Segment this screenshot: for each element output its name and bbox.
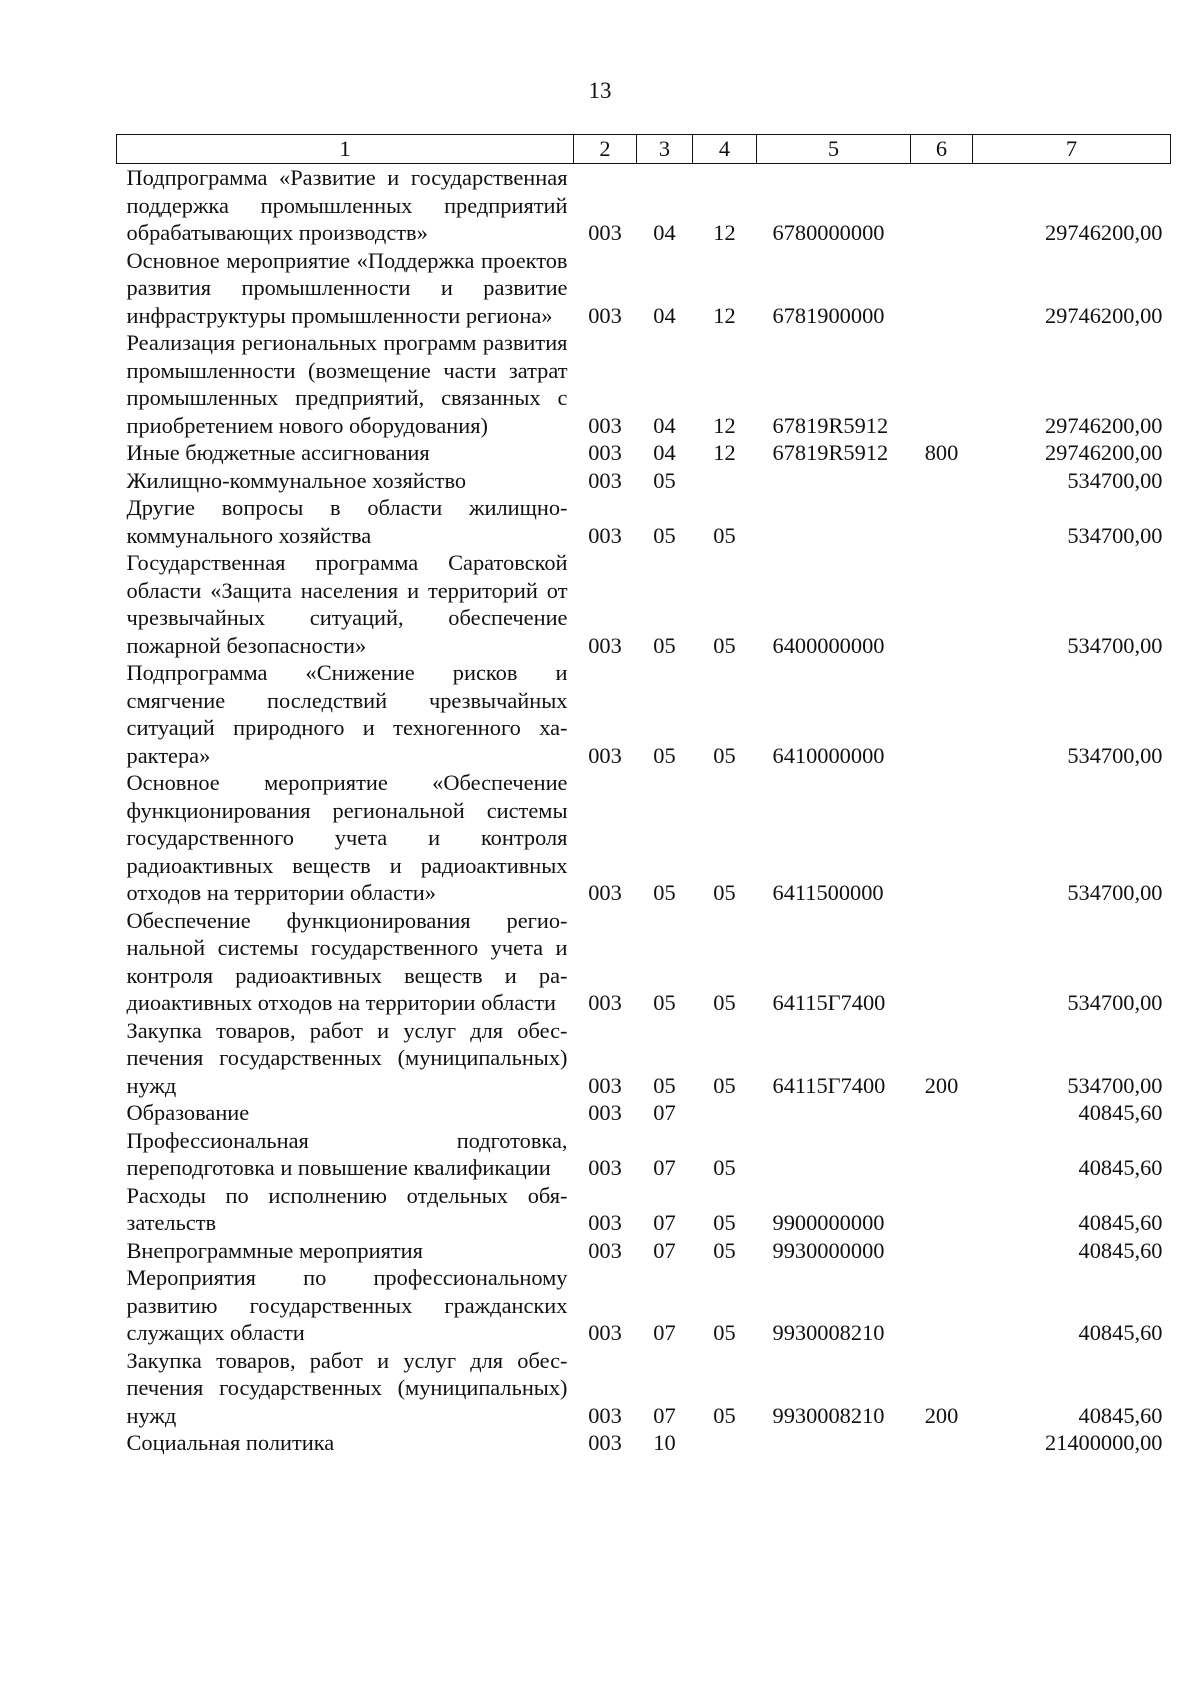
code-admin: 003	[588, 412, 622, 438]
code-expense-type	[911, 549, 973, 659]
table-row	[117, 1127, 1171, 1182]
item-name: Основное мероприятие «Обеспечение функционирования региональной системы государственного учета и контроля радиоактивных веществ и радиоактивных отходов на территории области»	[126, 770, 568, 905]
header-col-3: 3	[637, 135, 693, 164]
code-expense-type	[911, 769, 973, 907]
amount: 40845,60	[1078, 1237, 1163, 1263]
code-target-item: 64115Г7400	[772, 990, 886, 1015]
item-name: Подпрограмма «Развитие и государственная поддержка промышленных предприятий обрабатывающих производств»	[126, 165, 568, 245]
amount: 29746200,00	[1044, 440, 1163, 465]
table-row	[117, 769, 1171, 907]
table-row	[117, 467, 1171, 495]
table-row	[117, 1264, 1171, 1347]
code-target-item: 9930000000	[772, 1237, 885, 1263]
code-expense-type	[911, 659, 973, 769]
header-col-5: 5	[757, 135, 911, 164]
code-section: 04	[653, 440, 676, 465]
code-expense-type	[911, 1099, 973, 1127]
item-name: Внепрограммные мероприятия	[126, 1237, 423, 1263]
code-subsection: 05	[713, 1402, 736, 1428]
amount: 534700,00	[1067, 632, 1163, 658]
amount: 40845,60	[1078, 1100, 1163, 1125]
table-row	[117, 1347, 1171, 1430]
code-admin: 003	[588, 1100, 622, 1125]
header-col-2: 2	[574, 135, 637, 164]
item-name: Обеспечение функционирования региональной системы государственного учета и контроля радиоактивных веществ и радиоактивных отходов на территории области	[126, 907, 568, 1015]
code-section: 07	[653, 1402, 676, 1428]
code-subsection: 05	[713, 880, 736, 905]
item-name: Расходы по исполнению отдельных обязательств	[126, 1182, 568, 1235]
code-admin: 003	[588, 440, 622, 465]
code-target-item: 67819R5912	[772, 440, 889, 465]
code-expense-type	[911, 1182, 973, 1237]
amount: 534700,00	[1067, 742, 1163, 768]
amount: 29746200,00	[1044, 302, 1163, 328]
code-admin: 003	[588, 1237, 622, 1263]
code-subsection: 12	[713, 412, 736, 438]
code-section: 07	[653, 1237, 676, 1263]
code-target-item	[757, 494, 911, 549]
code-section: 05	[653, 742, 676, 768]
table-row	[117, 329, 1171, 439]
item-name: Социальная политика	[126, 1430, 335, 1455]
code-subsection	[693, 1429, 757, 1457]
code-target-item: 9930008210	[772, 1320, 885, 1345]
table-row	[117, 164, 1171, 247]
code-admin: 003	[588, 467, 622, 493]
table-row	[117, 1017, 1171, 1100]
code-subsection: 05	[713, 1155, 736, 1180]
code-target-item: 6410000000	[772, 742, 885, 768]
code-expense-type	[911, 1127, 973, 1182]
code-target-item	[757, 1099, 911, 1127]
code-section: 07	[653, 1155, 676, 1180]
amount: 534700,00	[1067, 1072, 1163, 1098]
code-admin: 003	[588, 1430, 622, 1455]
code-target-item	[757, 1429, 911, 1457]
table-row	[117, 1099, 1171, 1127]
item-name: Жилищно-коммунальное хозяйство	[126, 467, 467, 493]
header-col-4: 4	[693, 135, 757, 164]
code-section: 05	[653, 1072, 676, 1098]
code-admin: 003	[588, 1155, 622, 1180]
code-expense-type	[911, 247, 973, 330]
code-expense-type	[911, 1264, 973, 1347]
code-admin: 003	[588, 522, 622, 548]
item-name: Другие вопросы в области жилищно-коммунального хозяйства	[126, 495, 568, 548]
code-section: 05	[653, 990, 676, 1015]
code-target-item: 6400000000	[772, 632, 885, 658]
code-expense-type	[911, 467, 973, 495]
code-target-item	[757, 467, 911, 495]
code-subsection: 12	[713, 302, 736, 328]
table-row	[117, 439, 1171, 467]
code-section: 10	[653, 1430, 676, 1455]
item-name: Образование	[126, 1100, 250, 1125]
item-name: Основное мероприятие «Поддержка проектов развития промышленности и развитие инфраструктуры промышленности региона»	[126, 247, 568, 328]
code-target-item: 6781900000	[772, 302, 885, 328]
header-col-7: 7	[973, 135, 1171, 164]
amount: 534700,00	[1067, 522, 1163, 548]
table-row	[117, 659, 1171, 769]
code-expense-type: 200	[924, 1072, 959, 1098]
page-number: 13	[588, 78, 612, 103]
code-subsection: 05	[713, 1320, 736, 1345]
table-row	[117, 494, 1171, 549]
item-name: Государственная программа Саратовской области «Защита населения и территорий от чрезвычайных ситуаций, обеспечение пожарной безопасности»	[126, 550, 568, 658]
table-row	[117, 1429, 1171, 1457]
code-subsection: 05	[713, 1237, 736, 1263]
code-section: 07	[653, 1320, 676, 1345]
amount: 534700,00	[1067, 990, 1163, 1015]
code-admin: 003	[588, 1072, 622, 1098]
code-expense-type	[911, 1429, 973, 1457]
table-row	[117, 247, 1171, 330]
amount: 40845,60	[1078, 1320, 1163, 1345]
code-target-item: 67819R5912	[772, 412, 889, 438]
code-subsection: 05	[713, 1210, 736, 1235]
code-admin: 003	[588, 632, 622, 658]
item-name: Подпрограмма «Снижение рисков и смягчение последствий чрезвычайных ситуаций природного и техногенного характера»	[126, 660, 568, 768]
header-col-6: 6	[911, 135, 973, 164]
table-row	[117, 907, 1171, 1017]
table-row	[117, 549, 1171, 659]
code-subsection	[693, 1099, 757, 1127]
code-admin: 003	[588, 302, 622, 328]
code-section: 05	[653, 632, 676, 658]
budget-table	[116, 134, 1171, 1457]
code-subsection: 12	[713, 220, 736, 245]
code-expense-type: 200	[924, 1402, 959, 1428]
table-row	[117, 1237, 1171, 1265]
code-target-item	[757, 1127, 911, 1182]
code-expense-type	[911, 907, 973, 1017]
amount: 534700,00	[1067, 467, 1163, 493]
item-name: Реализация региональных программ развития промышленности (возмещение части затрат промышленных предприятий, связанных с приобретением нового оборудования)	[126, 330, 568, 438]
code-expense-type	[911, 494, 973, 549]
code-target-item: 6411500000	[772, 880, 884, 905]
code-admin: 003	[588, 1402, 622, 1428]
item-name: Мероприятия по профессиональному развитию государственных гражданских служащих области	[126, 1265, 568, 1345]
amount: 40845,60	[1078, 1402, 1163, 1428]
code-section: 04	[653, 302, 676, 328]
item-name: Иные бюджетные ассигнования	[126, 440, 430, 465]
code-section: 07	[653, 1100, 676, 1125]
item-name: Закупка товаров, работ и услуг для обеспечения государственных (муниципальных) нужд	[126, 1017, 568, 1098]
table-row	[117, 1182, 1171, 1237]
code-section: 04	[653, 412, 676, 438]
code-subsection: 05	[713, 1072, 736, 1098]
code-target-item: 9930008210	[772, 1402, 885, 1428]
code-admin: 003	[588, 1320, 622, 1345]
amount: 534700,00	[1067, 880, 1163, 905]
code-target-item: 64115Г7400	[772, 1072, 886, 1098]
amount: 40845,60	[1078, 1210, 1163, 1235]
code-subsection: 12	[713, 440, 736, 465]
code-expense-type: 800	[924, 440, 959, 465]
code-expense-type	[911, 164, 973, 247]
code-admin: 003	[588, 742, 622, 768]
code-admin: 003	[588, 220, 622, 245]
code-admin: 003	[588, 1210, 622, 1235]
code-section: 04	[653, 220, 676, 245]
code-subsection	[693, 467, 757, 495]
code-subsection: 05	[713, 990, 736, 1015]
header-col-1: 1	[117, 135, 574, 164]
item-name: Закупка товаров, работ и услуг для обеспечения государственных (муниципальных) нужд	[126, 1347, 568, 1428]
code-section: 05	[653, 467, 676, 493]
header-row	[117, 135, 1171, 164]
code-subsection: 05	[713, 632, 736, 658]
item-name: Профессиональная подготовка, переподготовка и повышение квалификации	[126, 1127, 568, 1180]
amount: 29746200,00	[1044, 412, 1163, 438]
code-section: 05	[653, 880, 676, 905]
code-admin: 003	[588, 880, 622, 905]
code-section: 07	[653, 1210, 676, 1235]
code-expense-type	[911, 329, 973, 439]
code-expense-type	[911, 1237, 973, 1265]
code-subsection: 05	[713, 742, 736, 768]
amount: 29746200,00	[1044, 220, 1163, 245]
code-admin: 003	[588, 990, 622, 1015]
code-subsection: 05	[713, 522, 736, 548]
amount: 40845,60	[1078, 1155, 1163, 1180]
code-target-item: 6780000000	[772, 220, 885, 245]
amount: 21400000,00	[1044, 1430, 1163, 1455]
code-section: 05	[653, 522, 676, 548]
code-target-item: 9900000000	[772, 1210, 885, 1235]
